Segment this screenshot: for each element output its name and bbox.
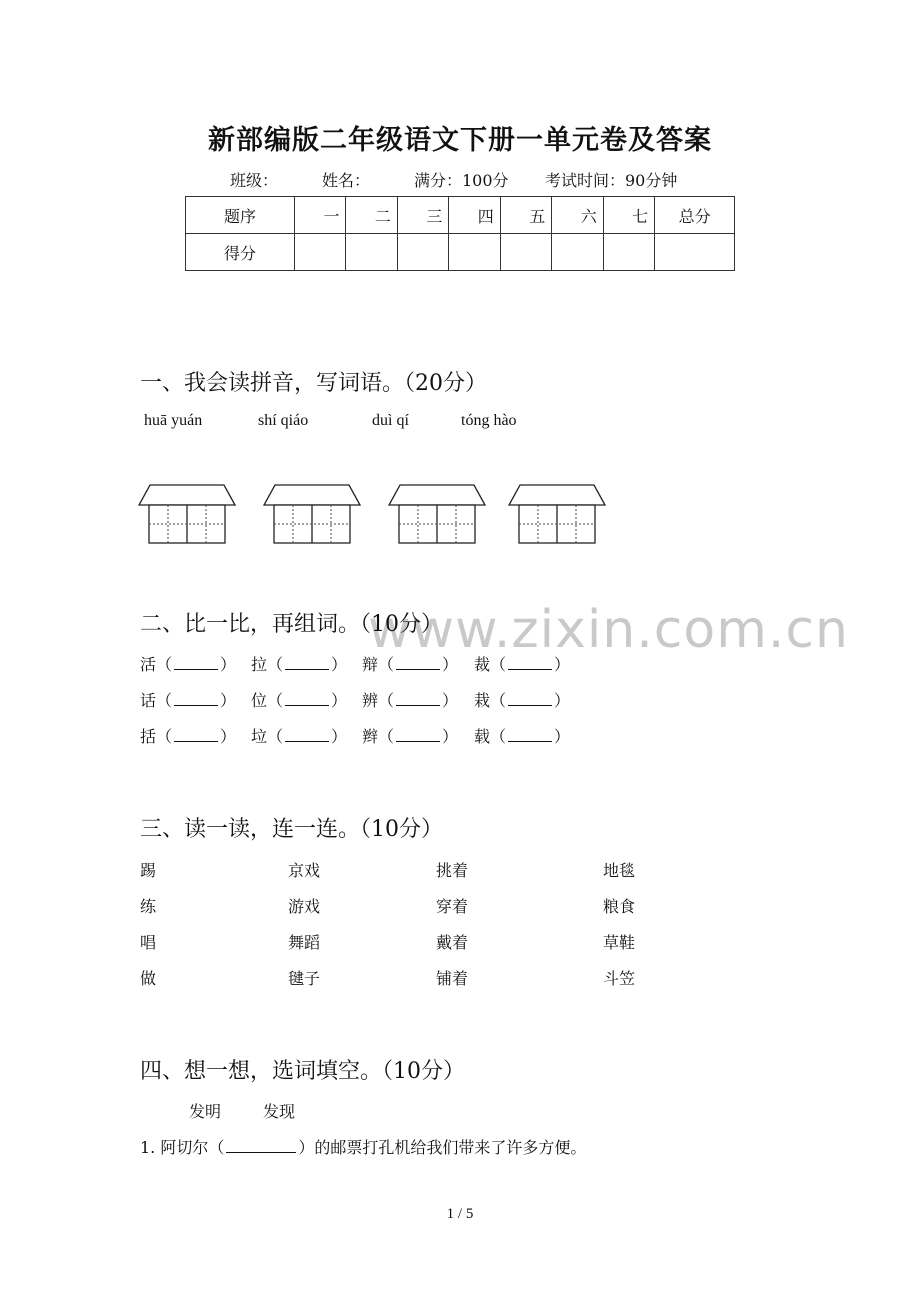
score-cell[interactable] — [500, 234, 551, 271]
compare-char: 辫 — [362, 727, 379, 746]
match-word[interactable]: 草鞋 — [603, 933, 636, 952]
section-3-title: 三、读一读，连一连。（10分） — [140, 817, 443, 842]
match-word[interactable]: 地毯 — [603, 861, 636, 880]
writing-house-3[interactable] — [388, 484, 488, 546]
question-1 — [140, 1135, 586, 1158]
score-cell[interactable] — [603, 234, 654, 271]
compare-item: 裁（ ） — [474, 655, 571, 674]
full-score-label: 满分：100分 — [414, 171, 509, 190]
match-word[interactable]: 戴着 — [436, 933, 469, 952]
section-2-title: 二、比一比，再组词。（10分） — [140, 612, 443, 637]
compare-char: 辩 — [362, 655, 379, 674]
compare-item: 位（ ） — [251, 691, 348, 710]
compare-item: 栽（ ） — [474, 691, 571, 710]
score-cell[interactable] — [346, 234, 397, 271]
writing-house-4[interactable] — [508, 484, 608, 546]
exam-time-label: 考试时间：90分钟 — [545, 171, 678, 190]
score-cell[interactable] — [295, 234, 346, 271]
pinyin-1: huā yuán — [144, 412, 203, 429]
match-word[interactable]: 踢 — [140, 861, 157, 880]
match-word[interactable]: 练 — [140, 897, 157, 916]
section-4-title: 四、想一想，选词填空。（10分） — [140, 1059, 465, 1084]
match-word[interactable]: 唱 — [140, 933, 157, 952]
watermark: www.zixin.com.cn — [368, 600, 849, 660]
section-1-title: 一、我会读拼音，写词语。（20分） — [140, 371, 487, 396]
compare-char: 括 — [140, 727, 157, 746]
col-7: 七 — [603, 197, 654, 234]
writing-house-2[interactable] — [263, 484, 363, 546]
header-label: 题序 — [186, 197, 295, 234]
compare-char: 载 — [474, 727, 491, 746]
compare-char: 拉 — [251, 655, 268, 674]
compare-item: 活（ ） — [140, 655, 237, 674]
col-5: 五 — [500, 197, 551, 234]
match-word[interactable]: 斗笠 — [603, 969, 636, 988]
answer-blank[interactable] — [396, 655, 440, 670]
col-3: 三 — [397, 197, 448, 234]
pinyin-4: tóng hào — [461, 412, 517, 429]
row-label: 得分 — [186, 234, 295, 271]
compare-char: 活 — [140, 655, 157, 674]
compare-item: 垃（ ） — [251, 727, 348, 746]
col-total: 总分 — [655, 197, 735, 234]
compare-char: 裁 — [474, 655, 491, 674]
compare-item: 拉（ ） — [251, 655, 348, 674]
score-cell[interactable] — [655, 234, 735, 271]
answer-blank[interactable] — [508, 655, 552, 670]
pinyin-3: duì qí — [372, 412, 409, 429]
answer-blank[interactable] — [174, 727, 218, 742]
page-title: 新部编版二年级语文下册一单元卷及答案 — [208, 125, 712, 156]
name-label: 姓名： — [322, 171, 371, 190]
compare-item: 话（ ） — [140, 691, 237, 710]
class-label: 班级： — [230, 171, 279, 190]
answer-blank[interactable] — [285, 691, 329, 706]
score-table-score-row — [186, 234, 735, 271]
word-choice-1: 发明 — [189, 1102, 222, 1121]
answer-blank[interactable] — [174, 691, 218, 706]
match-word[interactable]: 穿着 — [436, 897, 469, 916]
match-word[interactable]: 粮食 — [603, 897, 636, 916]
compare-item: 载（ ） — [474, 727, 571, 746]
answer-blank[interactable] — [508, 727, 552, 742]
answer-blank[interactable] — [396, 727, 440, 742]
match-word[interactable]: 京戏 — [288, 861, 321, 880]
compare-char: 辨 — [362, 691, 379, 710]
match-word[interactable]: 毽子 — [288, 969, 321, 988]
score-table — [185, 196, 735, 271]
score-cell[interactable] — [449, 234, 500, 271]
match-word[interactable]: 挑着 — [436, 861, 469, 880]
compare-char: 栽 — [474, 691, 491, 710]
col-1: 一 — [295, 197, 346, 234]
writing-house-1[interactable] — [138, 484, 238, 546]
score-table-header-row — [186, 197, 735, 234]
pinyin-2: shí qiáo — [258, 412, 309, 429]
page-number: 1 / 5 — [446, 1206, 474, 1222]
compare-char: 位 — [251, 691, 268, 710]
match-word[interactable]: 铺着 — [436, 969, 469, 988]
match-word[interactable]: 舞蹈 — [288, 933, 321, 952]
answer-blank[interactable] — [285, 655, 329, 670]
question-1-prefix: 1. 阿切尔（ — [140, 1138, 225, 1157]
answer-blank[interactable] — [285, 727, 329, 742]
compare-item: 辩（ ） — [362, 655, 459, 674]
answer-blank[interactable] — [508, 691, 552, 706]
compare-char: 垃 — [251, 727, 268, 746]
answer-blank[interactable] — [174, 655, 218, 670]
word-choice-2: 发现 — [263, 1102, 296, 1121]
col-2: 二 — [346, 197, 397, 234]
compare-char: 话 — [140, 691, 157, 710]
col-4: 四 — [449, 197, 500, 234]
col-6: 六 — [552, 197, 603, 234]
match-word[interactable]: 做 — [140, 969, 157, 988]
compare-item: 括（ ） — [140, 727, 237, 746]
answer-blank[interactable] — [226, 1138, 296, 1153]
score-cell[interactable] — [552, 234, 603, 271]
compare-item: 辨（ ） — [362, 691, 459, 710]
answer-blank[interactable] — [396, 691, 440, 706]
score-cell[interactable] — [397, 234, 448, 271]
question-1-suffix: ）的邮票打孔机给我们带来了许多方便。 — [298, 1138, 587, 1157]
match-word[interactable]: 游戏 — [288, 897, 321, 916]
compare-item: 辫（ ） — [362, 727, 459, 746]
